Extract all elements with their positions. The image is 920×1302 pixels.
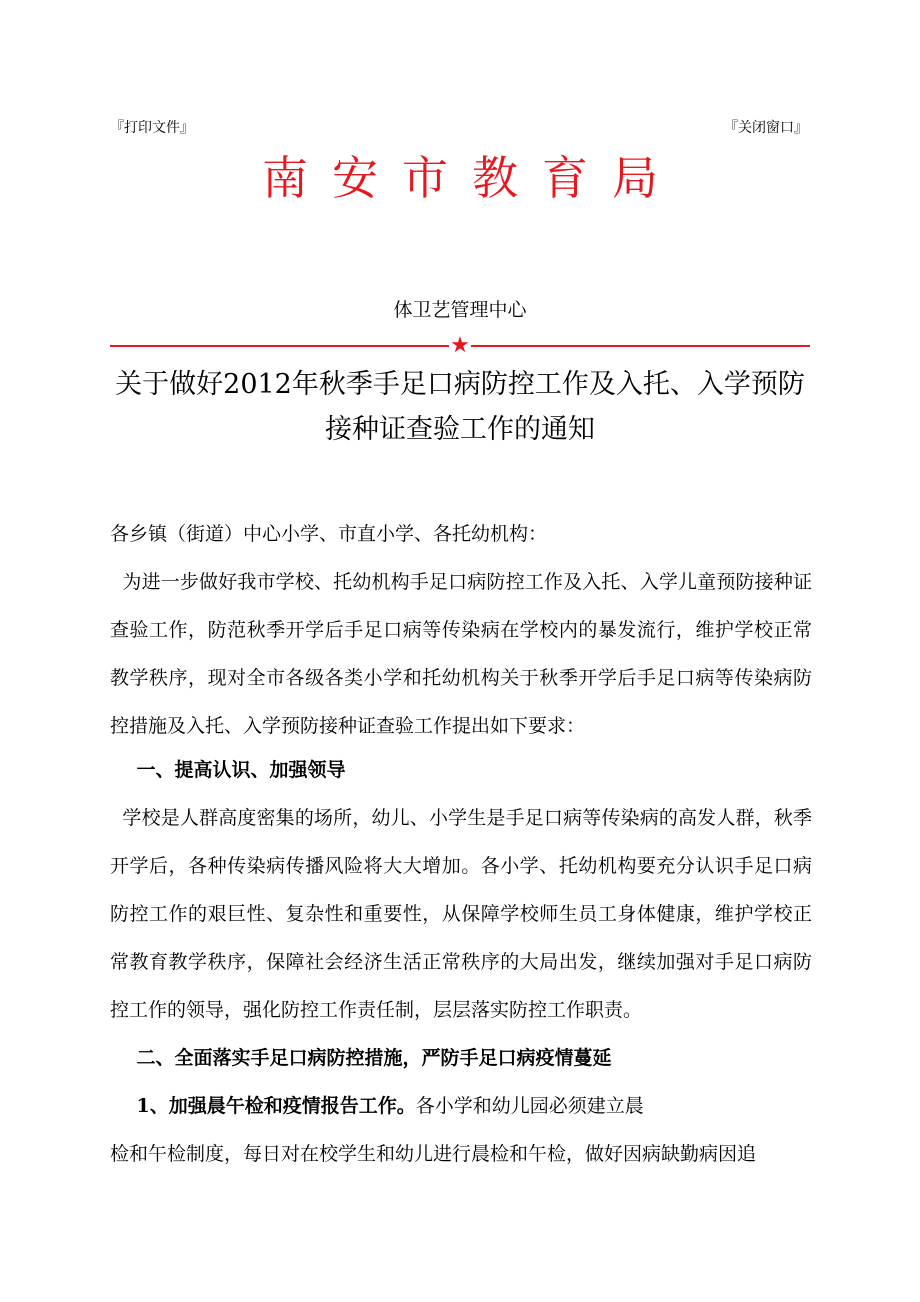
section-2-heading: 二、全面落实手足口病防控措施，严防手足口病疫情蔓延 (110, 1047, 612, 1069)
salutation: 各乡镇（街道）中心小学、市直小学、各托幼机构： (110, 523, 548, 545)
agency-name: 南安市教育局 (262, 151, 682, 205)
star-icon: ★ (450, 333, 470, 358)
divider-line-right (471, 345, 810, 347)
divider-line-left (110, 345, 449, 347)
section-1-paragraph: 学校是人群高度密集的场所，幼儿、小学生是手足口病等传染病的高发人群，秋季开学后，各种传染病传播风险将大大增加。各小学、托幼机构要充分认识手足口病防控工作的艰巨性、复杂性和重要性，从保障学校师生员工身体健康，维护学校正常教育教学秩序，保障社会经济生活正常秩序的大局出发，继续加强对手足口病防控工作的领导，强化防控工作责任制，层层落实防控工作职责。 (110, 807, 812, 1021)
intro-paragraph: 为进一步做好我市学校、托幼机构手足口病防控工作及入托、入学儿童预防接种证查验工作，防范秋季开学后手足口病等传染病在学校内的暴发流行，维护学校正常教学秩序，现对全市各级各类小学和托幼机构关于秋季开学后手足口病等传染病防控措施及入托、入学预防接种证查验工作提出如下要求： (110, 571, 812, 737)
red-divider (110, 334, 810, 358)
item-1-continued: 检和午检制度，每日对在校学生和幼儿进行晨检和午检，做好因病缺勤病因追 (110, 1143, 757, 1165)
department-name: 体卫艺管理中心 (393, 299, 527, 321)
section-1-heading: 一、提高认识、加强领导 (110, 759, 346, 781)
close-window-link[interactable]: 『关闭窗口』 (724, 120, 808, 136)
item-1-body-start: 各小学和幼儿园必须建立晨 (415, 1095, 644, 1117)
print-document-link[interactable]: 『打印文件』 (110, 120, 194, 136)
item-1-paragraph (110, 1082, 812, 1130)
document-title: 关于做好2012年秋季手足口病防控工作及入托、入学预防接种证查验工作的通知 (115, 369, 805, 445)
item-1-heading: 1、加强晨午检和疫情报告工作。 (110, 1095, 416, 1117)
